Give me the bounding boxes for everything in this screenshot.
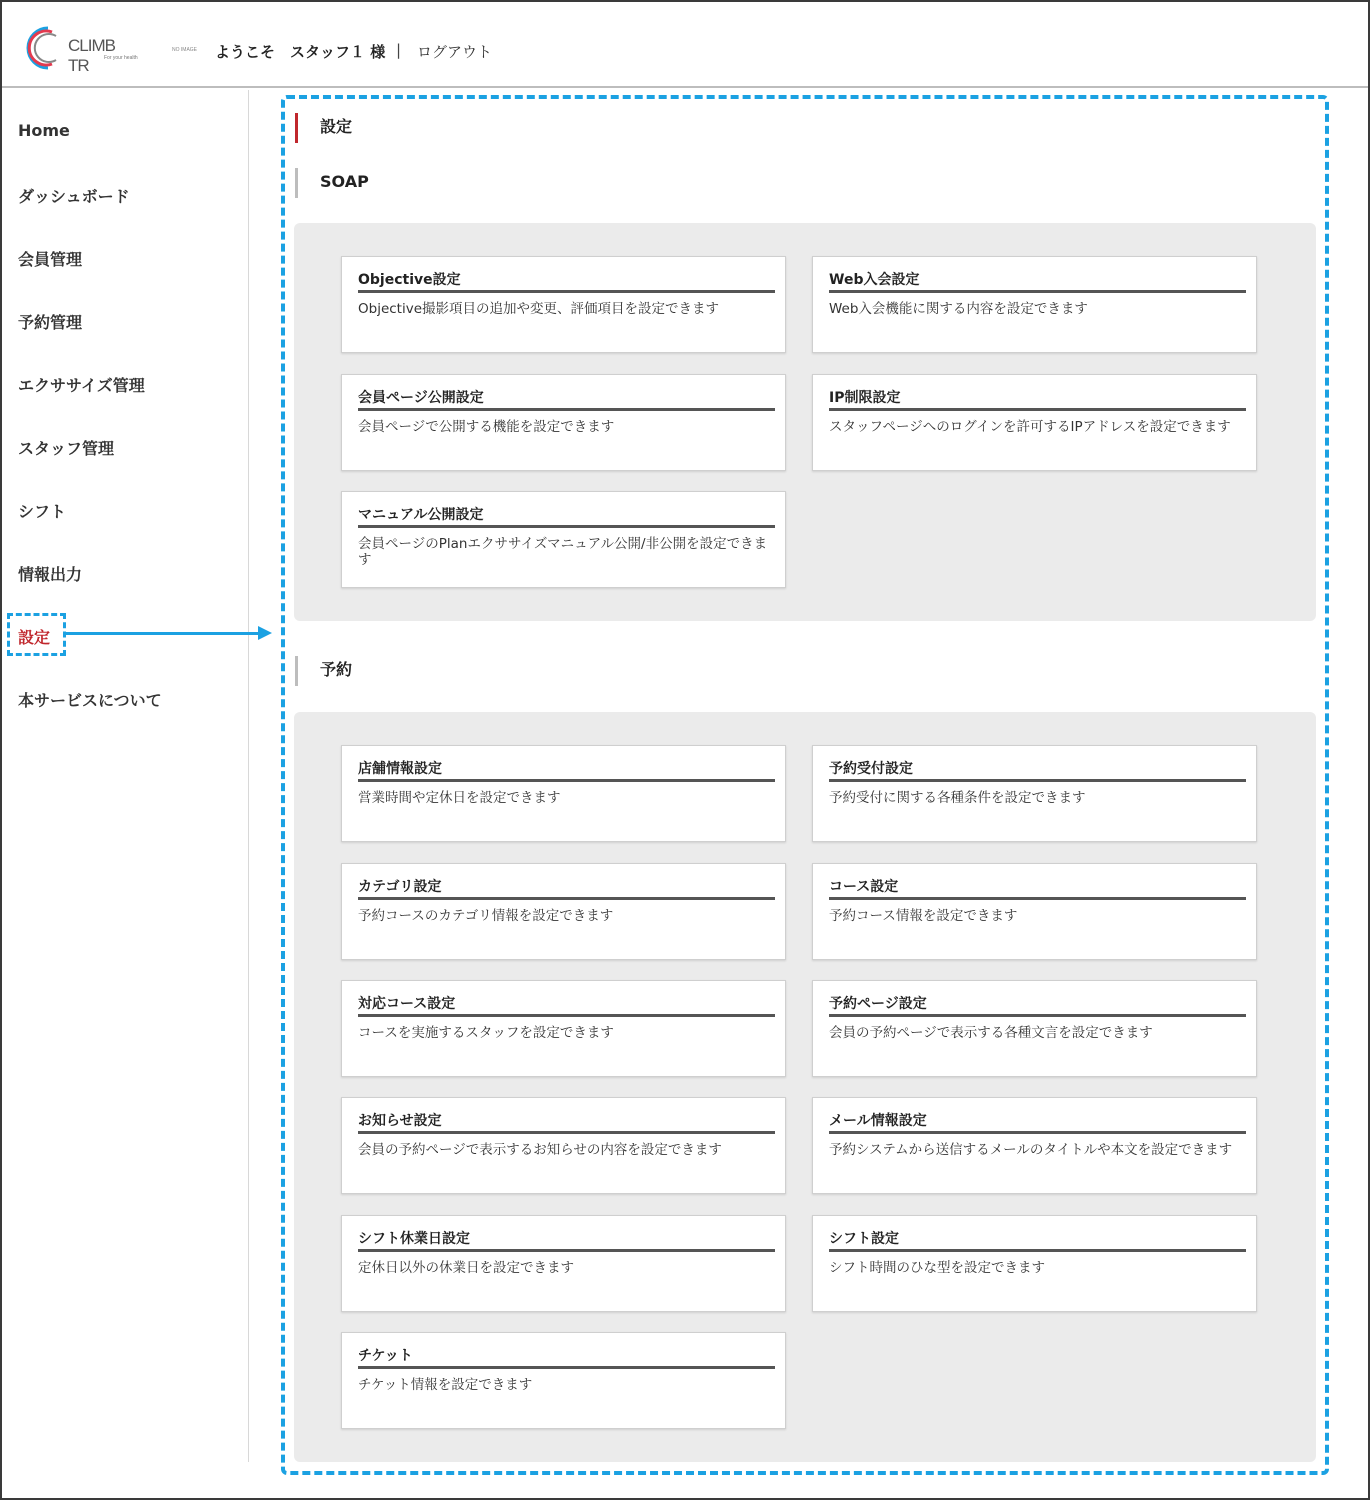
logo-text: CLIMB TR xyxy=(68,36,115,75)
card-description: 会員の予約ページで表示するお知らせの内容を設定できます xyxy=(358,1142,722,1158)
card-description: 会員の予約ページで表示する各種文言を設定できます xyxy=(829,1025,1153,1041)
card-title: チケット xyxy=(358,1345,775,1369)
card-title: IP制限設定 xyxy=(829,387,1246,411)
card-store-info-settings[interactable] xyxy=(341,745,786,842)
arrow-right-icon xyxy=(258,626,272,640)
card-web-signup-settings[interactable] xyxy=(812,256,1257,353)
sidebar-item-dashboard[interactable]: ダッシュボード xyxy=(18,187,130,206)
sidebar-item-home[interactable]: Home xyxy=(18,121,70,140)
welcome-text: ようこそ xyxy=(215,43,276,61)
card-title: シフト休業日設定 xyxy=(358,1228,775,1252)
card-description: スタッフページへのログインを許可するIPアドレスを設定できます xyxy=(829,419,1231,435)
card-title: コース設定 xyxy=(829,876,1246,900)
logo-arcs-icon xyxy=(18,24,68,72)
avatar-placeholder: NO IMAGE xyxy=(172,47,198,53)
section-title-soap: SOAP xyxy=(295,168,369,198)
card-title: 対応コース設定 xyxy=(358,993,775,1017)
card-shift-settings[interactable] xyxy=(812,1215,1257,1312)
sidebar-item-members[interactable]: 会員管理 xyxy=(18,250,83,269)
card-booking-acceptance-settings[interactable] xyxy=(812,745,1257,842)
card-booking-page-settings[interactable] xyxy=(812,980,1257,1077)
card-ticket-settings[interactable] xyxy=(341,1332,786,1429)
card-manual-publish-settings[interactable] xyxy=(341,491,786,588)
card-description: 定休日以外の休業日を設定できます xyxy=(358,1260,574,1276)
card-objective-settings[interactable] xyxy=(341,256,786,353)
card-member-page-settings[interactable] xyxy=(341,374,786,471)
card-shift-holiday-settings[interactable] xyxy=(341,1215,786,1312)
card-description: チケット情報を設定できます xyxy=(358,1377,533,1393)
sidebar-item-export[interactable]: 情報出力 xyxy=(18,565,83,584)
card-title: シフト設定 xyxy=(829,1228,1246,1252)
card-title: 会員ページ公開設定 xyxy=(358,387,775,411)
user-name: スタッフ１ 様 xyxy=(290,43,386,61)
card-title: お知らせ設定 xyxy=(358,1110,775,1134)
card-description: 会員ページのPlanエクササイズマニュアル公開/非公開を設定できます xyxy=(358,536,768,568)
card-description: 予約受付に関する各種条件を設定できます xyxy=(829,790,1086,806)
sidebar-item-exercises[interactable]: エクササイズ管理 xyxy=(18,376,145,395)
active-item-highlight xyxy=(7,613,66,656)
card-description: Objective撮影項目の追加や変更、評価項目を設定できます xyxy=(358,301,720,317)
card-description: 会員ページで公開する機能を設定できます xyxy=(358,419,615,435)
sidebar-item-about[interactable]: 本サービスについて xyxy=(18,691,162,710)
card-course-settings[interactable] xyxy=(812,863,1257,960)
card-ip-restriction-settings[interactable] xyxy=(812,374,1257,471)
sidebar-item-settings[interactable]: 設定 xyxy=(18,628,51,647)
sidebar-item-reservations[interactable]: 予約管理 xyxy=(18,313,83,332)
card-title: 予約ページ設定 xyxy=(829,993,1246,1017)
card-title: メール情報設定 xyxy=(829,1110,1246,1134)
card-title: 予約受付設定 xyxy=(829,758,1246,782)
header-separator: | xyxy=(396,41,402,59)
card-description: コースを実施するスタッフを設定できます xyxy=(358,1025,614,1041)
card-description: 営業時間や定休日を設定できます xyxy=(358,790,561,806)
sidebar-item-staff[interactable]: スタッフ管理 xyxy=(18,439,115,458)
card-title: マニュアル公開設定 xyxy=(358,504,775,528)
card-assigned-course-settings[interactable] xyxy=(341,980,786,1077)
page-title: 設定 xyxy=(295,113,352,143)
card-title: Web入会設定 xyxy=(829,269,1246,293)
card-category-settings[interactable] xyxy=(341,863,786,960)
card-description: 予約システムから送信するメールのタイトルや本文を設定できます xyxy=(829,1142,1233,1158)
card-notice-settings[interactable] xyxy=(341,1097,786,1194)
sidebar-item-shift[interactable]: シフト xyxy=(18,502,67,521)
climb-tr-logo[interactable] xyxy=(18,24,138,75)
card-title: Objective設定 xyxy=(358,269,775,293)
card-title: 店舗情報設定 xyxy=(358,758,775,782)
logout-link[interactable]: ログアウト xyxy=(417,43,493,61)
logo-subtext: For your health xyxy=(104,55,138,61)
card-description: Web入会機能に関する内容を設定できます xyxy=(829,301,1088,317)
sidebar xyxy=(2,90,249,1462)
card-description: 予約コース情報を設定できます xyxy=(829,908,1018,924)
card-description: 予約コースのカテゴリ情報を設定できます xyxy=(358,908,614,924)
card-title: カテゴリ設定 xyxy=(358,876,775,900)
header xyxy=(2,2,1368,88)
pointer-arrow-line xyxy=(66,632,262,635)
section-title-reservation: 予約 xyxy=(295,656,352,686)
card-mail-info-settings[interactable] xyxy=(812,1097,1257,1194)
card-description: シフト時間のひな型を設定できます xyxy=(829,1260,1045,1276)
